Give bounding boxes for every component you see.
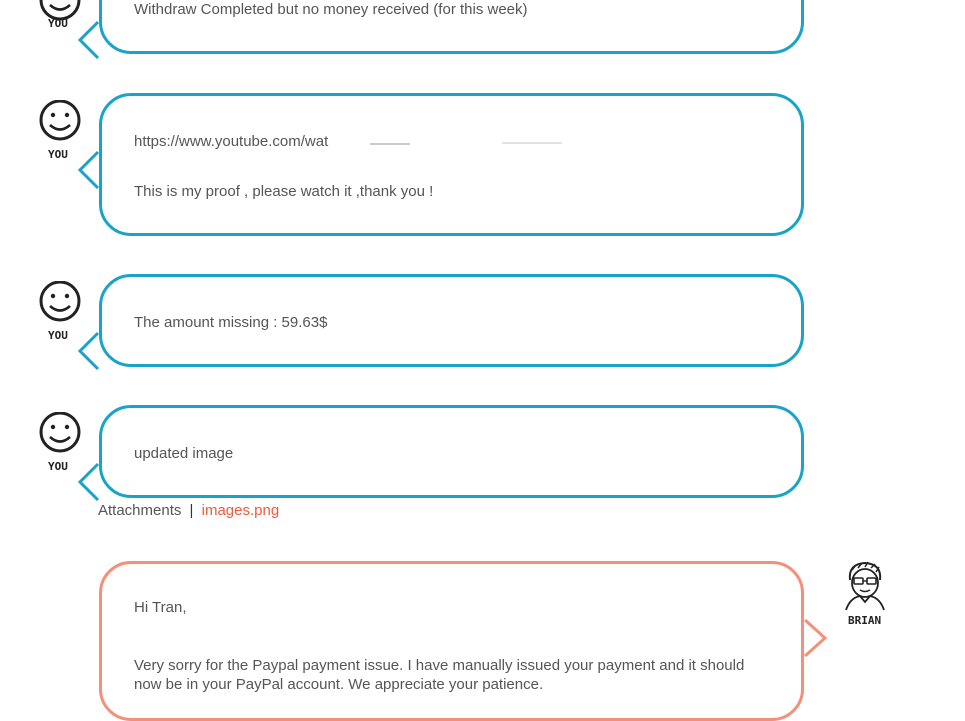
- bubble-tail: [803, 618, 829, 658]
- message-text: Withdraw Completed but no money received (for this week): [134, 1, 528, 18]
- message-text: now be in your PayPal account. We appreciate your patience.: [134, 676, 544, 693]
- user-avatar-icon: [37, 100, 83, 159]
- attachments-row: [98, 502, 279, 519]
- staff-avatar-icon: [838, 560, 892, 627]
- avatar-label: YOU: [48, 329, 68, 342]
- redacted-smear: [502, 142, 562, 144]
- redacted-smear: [370, 143, 410, 145]
- attachments-label: Attachments: [98, 502, 182, 519]
- avatar-label: BRIAN: [848, 614, 882, 627]
- message-bubble: [99, 561, 804, 721]
- message-text: updated image: [134, 445, 234, 462]
- message-bubble: [99, 0, 804, 54]
- user-avatar-icon: [37, 281, 83, 340]
- message-text: Hi Tran,: [134, 599, 187, 616]
- message-text: The amount missing : 59.63$: [134, 314, 328, 331]
- attachments-separator: |: [189, 502, 194, 519]
- message-bubble: [99, 405, 804, 498]
- attachment-link[interactable]: images.png: [201, 502, 280, 519]
- message-bubble: [99, 274, 804, 367]
- message-text: Very sorry for the Paypal payment issue. I have manually issued your payment and it should: [134, 657, 745, 674]
- avatar-label: YOU: [48, 460, 68, 473]
- user-avatar-icon: [37, 412, 83, 471]
- message-text: This is my proof , please watch it ,thank you !: [134, 183, 434, 200]
- message-link-text[interactable]: https://www.youtube.com/wat: [134, 133, 329, 150]
- avatar-label: YOU: [48, 17, 68, 30]
- user-avatar-icon: [37, 0, 83, 39]
- message-bubble: [99, 93, 804, 236]
- avatar-label: YOU: [48, 148, 68, 161]
